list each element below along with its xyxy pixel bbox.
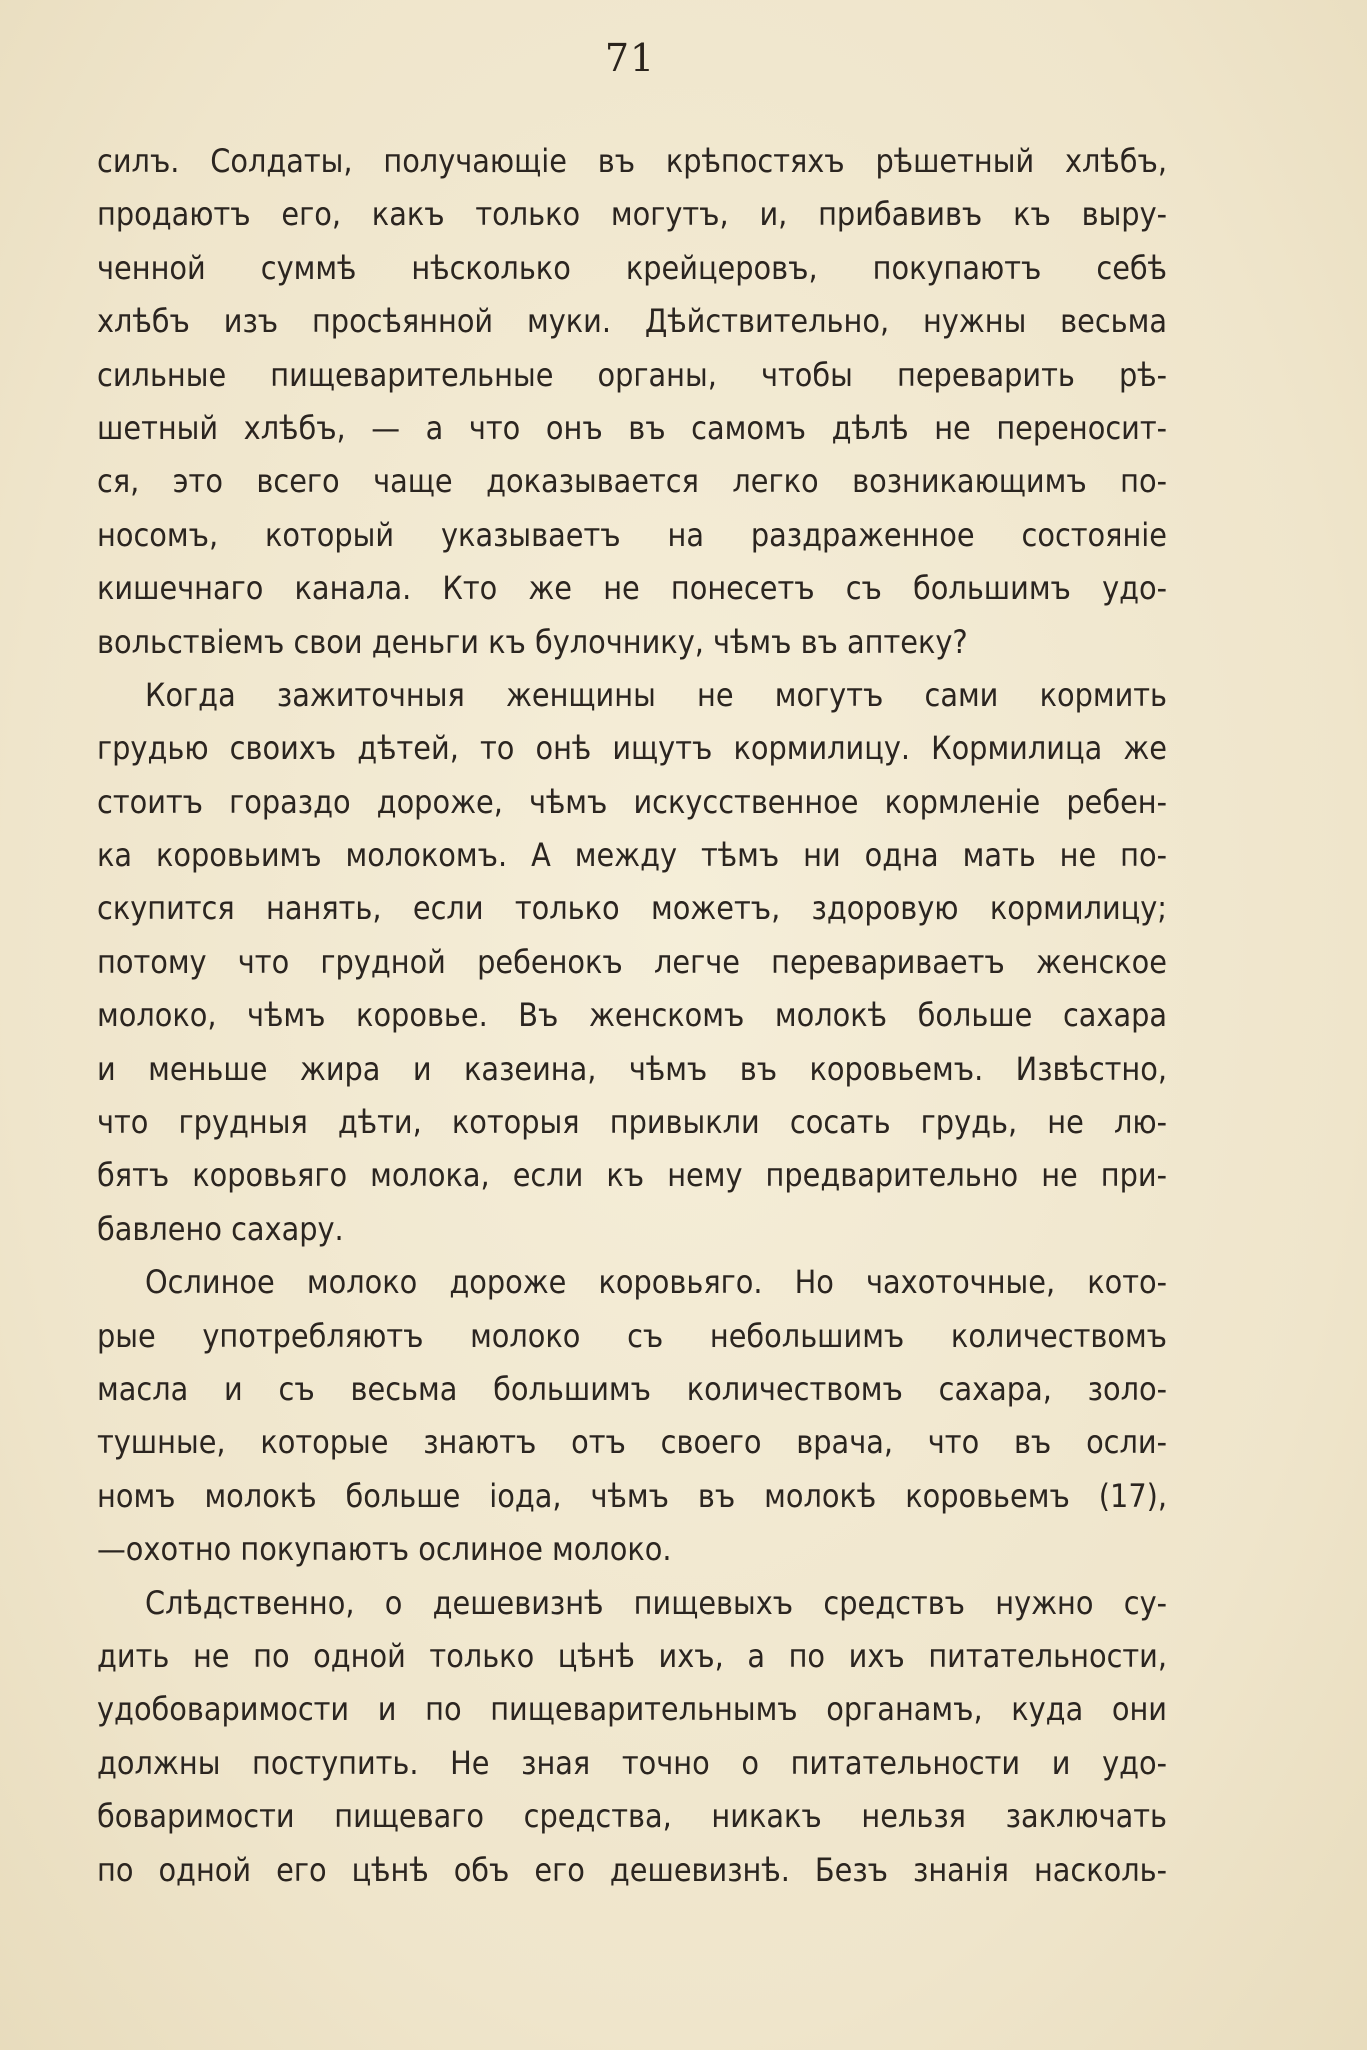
paragraph-2 (97, 669, 1167, 1256)
text-line: потому что грудной ребенокъ легче перевариваетъ женское (97, 942, 1167, 981)
text-line: шетный хлѣбъ, — а что онъ въ самомъ дѣлѣ не переносит- (97, 408, 1167, 447)
text-line: должны поступить. Не зная точно о питательности и удо- (97, 1743, 1167, 1782)
page-number: 71 (604, 36, 656, 80)
text-line: скупится нанять, если только можетъ, здоровую кормилицу; (97, 889, 1167, 928)
paragraph-1 (97, 135, 1167, 669)
text-line: что грудныя дѣти, которыя привыкли сосать грудь, не лю- (97, 1103, 1167, 1142)
text-line: номъ молокѣ больше іода, чѣмъ въ молокѣ коровьемъ (17), (97, 1476, 1167, 1515)
text-line: и меньше жира и казеина, чѣмъ въ коровьемъ. Извѣстно, (97, 1049, 1167, 1088)
text-line: Слѣдственно, о дешевизнѣ пищевыхъ средствъ нужно су- (145, 1583, 1167, 1622)
text-line: молоко, чѣмъ коровье. Въ женскомъ молокѣ больше сахара (97, 996, 1167, 1035)
text-line: бавлено сахару. (97, 1209, 344, 1248)
text-line: стоитъ гораздо дороже, чѣмъ искусственное кормленіе ребен- (97, 782, 1167, 821)
text-line: носомъ, который указываетъ на раздраженное состояніе (97, 515, 1167, 554)
text-line: продаютъ его, какъ только могутъ, и, прибавивъ къ выру- (97, 195, 1167, 234)
text-line: рые употребляютъ молоко съ небольшимъ количествомъ (97, 1316, 1167, 1355)
text-line: по одной его цѣнѣ объ его дешевизнѣ. Безъ знанія насколь- (97, 1850, 1167, 1889)
text-line: дить не по одной только цѣнѣ ихъ, а по ихъ питательности, (97, 1636, 1167, 1675)
paragraph-3 (97, 1256, 1167, 1576)
text-line: грудью своихъ дѣтей, то онѣ ищутъ кормилицу. Кормилица же (97, 729, 1167, 768)
text-line: ка коровьимъ молокомъ. А между тѣмъ ни одна мать не по- (97, 836, 1167, 875)
text-line: тушные, которые знаютъ отъ своего врача, что въ осли- (97, 1423, 1167, 1462)
text-line: сильные пищеварительные органы, чтобы переварить рѣ- (97, 355, 1167, 394)
text-line: масла и съ весьма большимъ количествомъ сахара, золо- (97, 1369, 1167, 1408)
text-line: хлѣбъ изъ просѣянной муки. Дѣйствительно, нужны весьма (97, 302, 1167, 341)
text-line: бятъ коровьяго молока, если къ нему предварительно не при- (97, 1156, 1167, 1195)
body-text (97, 135, 1167, 1897)
text-line: —охотно покупаютъ ослиное молоко. (97, 1530, 672, 1569)
text-line: Ослиное молоко дороже коровьяго. Но чахоточные, кото- (145, 1263, 1167, 1302)
text-line: кишечнаго канала. Кто же не понесетъ съ большимъ удо- (97, 569, 1167, 608)
text-line: удобоваримости и по пищеварительнымъ органамъ, куда они (97, 1690, 1167, 1729)
text-line: вольствіемъ свои деньги къ булочнику, чѣмъ въ аптеку? (97, 622, 968, 661)
text-line: Когда зажиточныя женщины не могутъ сами кормить (145, 675, 1167, 714)
text-line: ченной суммѣ нѣсколько крейцеровъ, покупаютъ себѣ (97, 248, 1167, 287)
text-line: боваримости пищеваго средства, никакъ нельзя заключать (97, 1797, 1167, 1836)
text-line: ся, это всего чаще доказывается легко возникающимъ по- (97, 462, 1167, 501)
text-line: силъ. Солдаты, получающіе въ крѣпостяхъ рѣшетный хлѣбъ, (97, 142, 1167, 180)
paragraph-4 (97, 1577, 1167, 1897)
